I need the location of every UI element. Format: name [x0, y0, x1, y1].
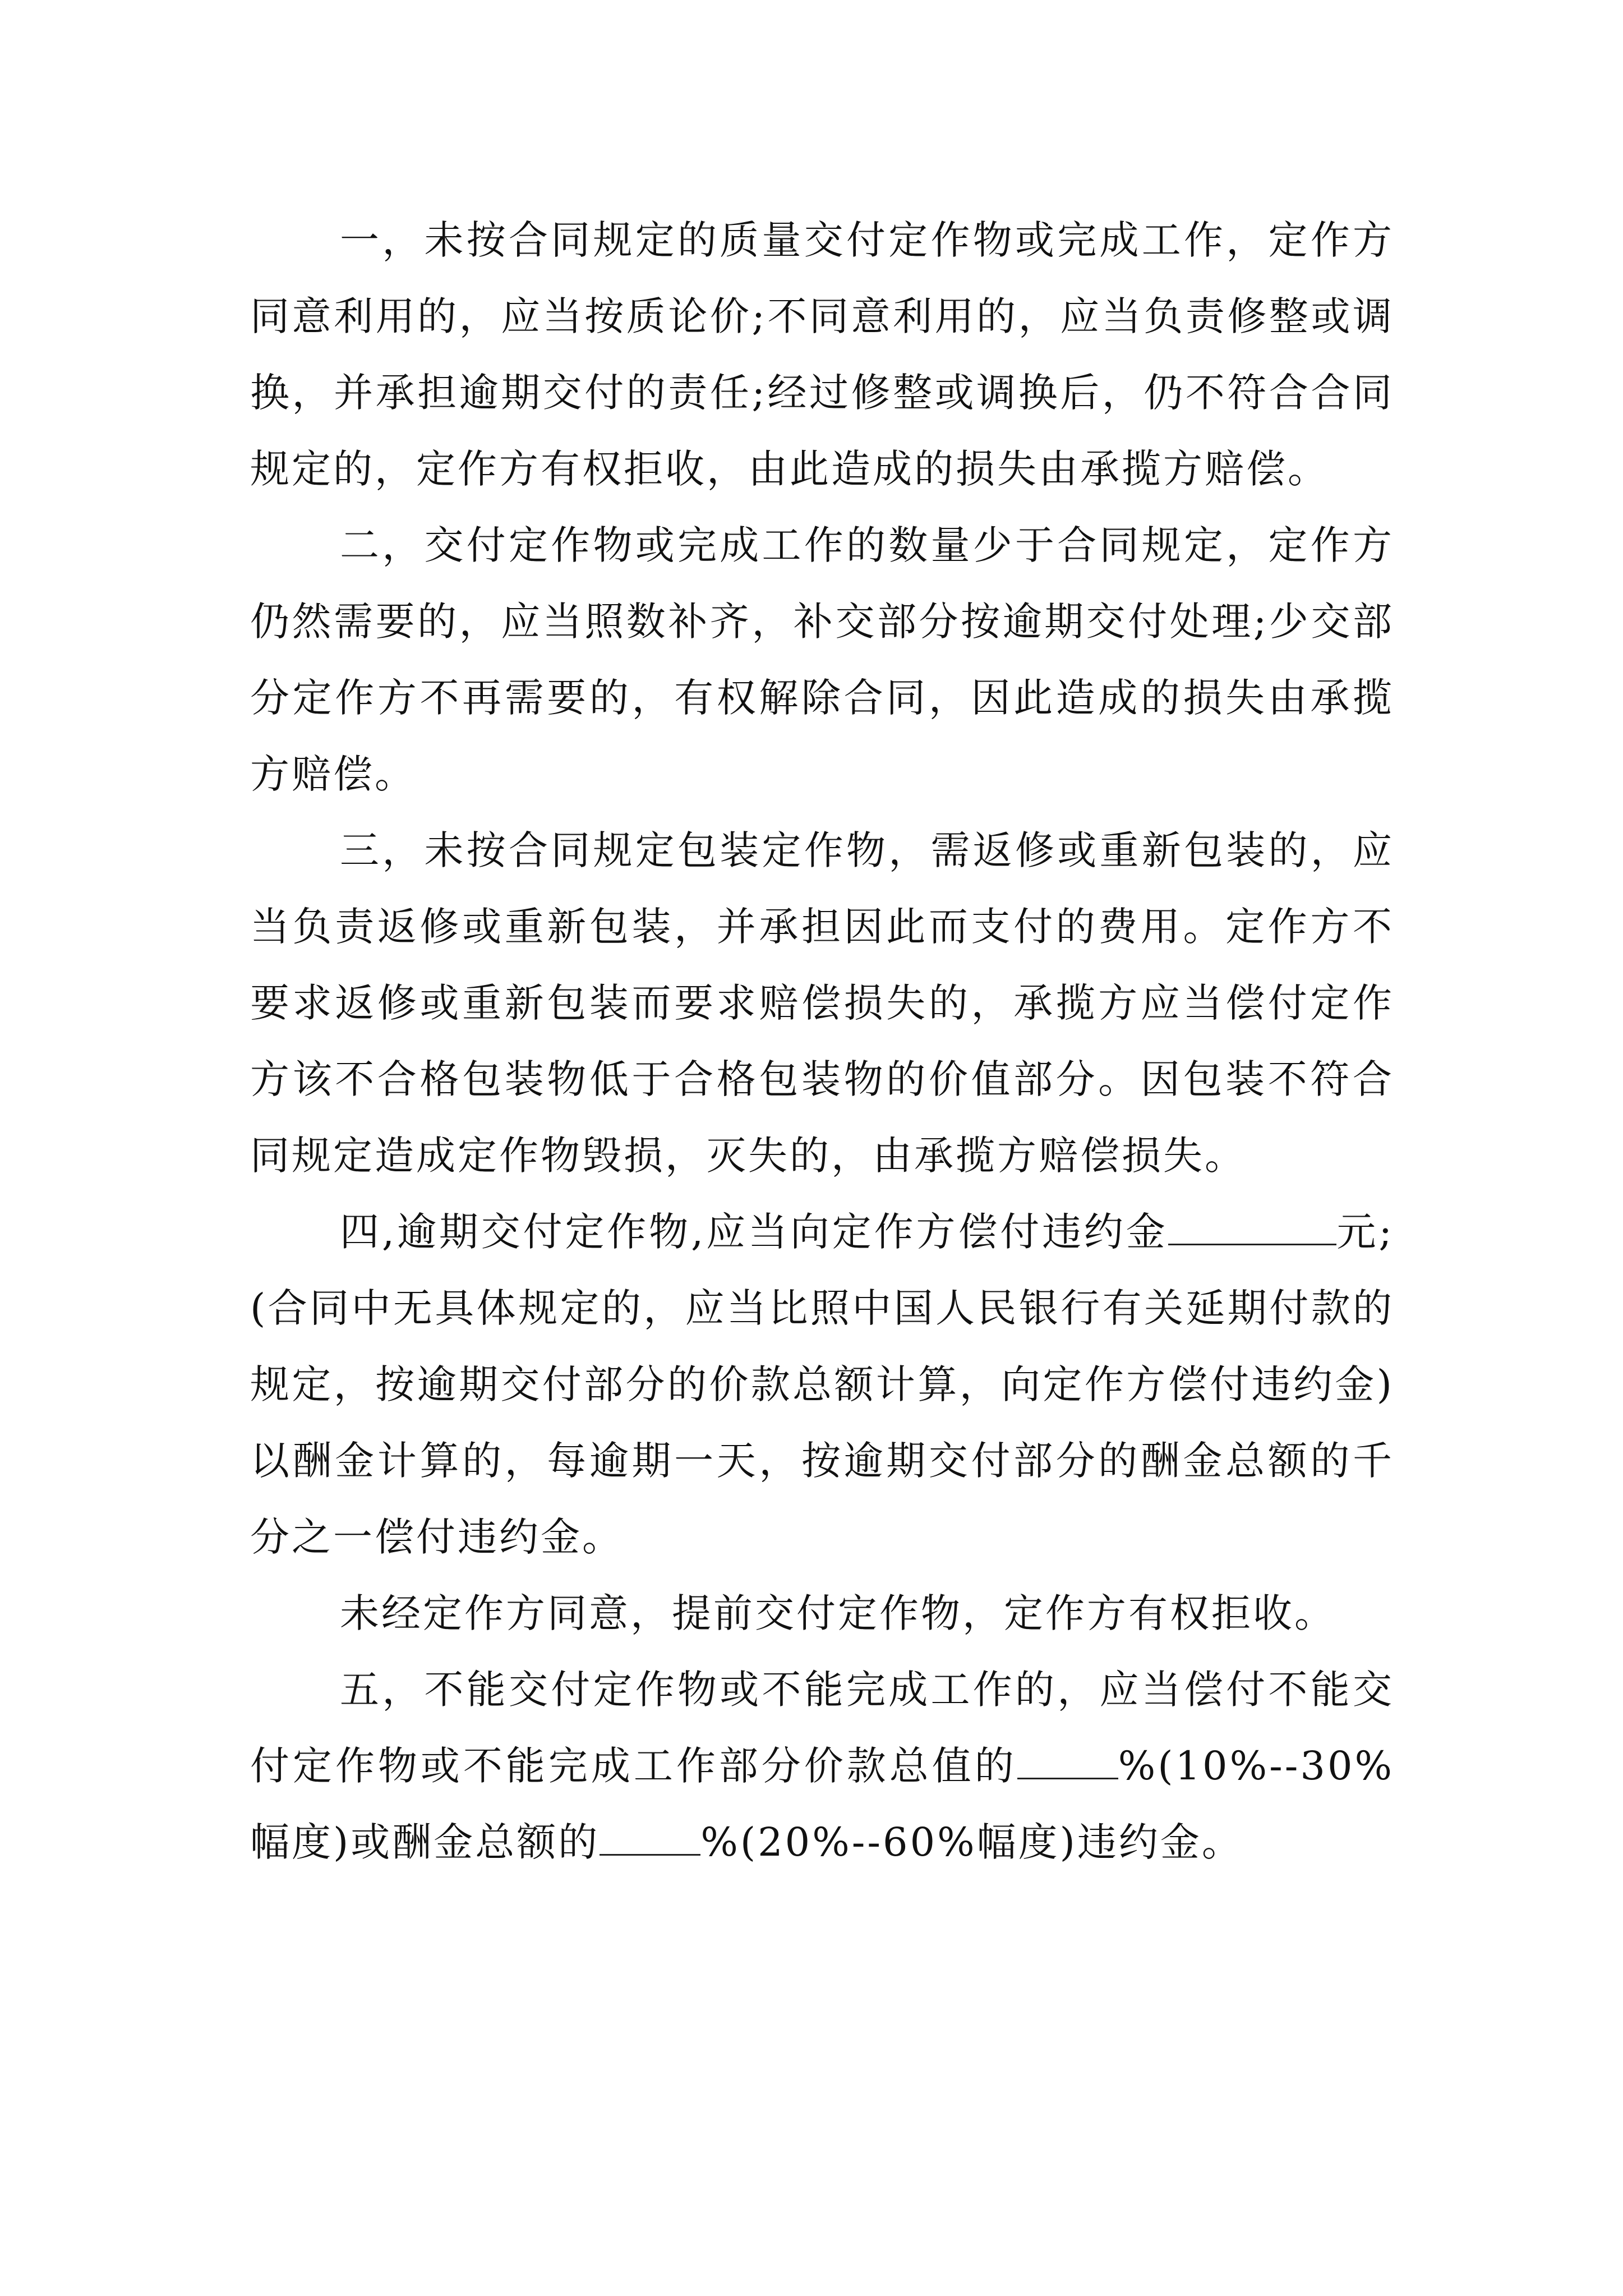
paragraph-5: 未经定作方同意，提前交付定作物，定作方有权拒收。 — [340, 1590, 1336, 1636]
paragraph-4 — [250, 1194, 1394, 1575]
paragraph-6-part-c: %(20%--60%幅度)违约金。 — [700, 1819, 1243, 1865]
paragraph-2: 二，交付定作物或完成工作的数量少于合同规定，定作方仍然需要的，应当照数补齐，补交部分按逾期交付处理;少交部分定作方不再需要的，有权解除合同，因此造成的损失由承揽方赔偿。 — [250, 522, 1394, 797]
document-body — [250, 202, 1394, 1880]
penalty-amount-blank[interactable] — [1168, 1207, 1336, 1245]
remuneration-percentage-blank[interactable] — [600, 1817, 700, 1856]
paragraph-4-part-a: 四,逾期交付定作物,应当向定作方偿付违约金 — [340, 1209, 1168, 1255]
paragraph-3: 三，未按合同规定包装定作物，需返修或重新包装的，应当负责返修或重新包装，并承担因此而支付的费用。定作方不要求返修或重新包装而要求赔偿损失的，承揽方应当偿付定作方该不合格包装物低于合格包装物的价值部分。因包装不符合同规定造成定作物毁损，灭失的，由承揽方赔偿损失。 — [250, 827, 1394, 1179]
paragraph-6-part-a: 五，不能交付定作物或不能完成工作的，应当偿付不能交付定作物或不能完成工作部分价款总值的 — [250, 1667, 1394, 1789]
price-percentage-blank[interactable] — [1017, 1741, 1118, 1779]
paragraph-6 — [250, 1651, 1394, 1880]
paragraph-4-part-b: 元;(合同中无具体规定的，应当比照中国人民银行有关延期付款的规定，按逾期交付部分的价款总额计算，向定作方偿付违约金)以酬金计算的，每逾期一天，按逾期交付部分的酬金总额的千分之一偿付违约金。 — [250, 1209, 1394, 1560]
paragraph-6-part-b: %(10%--30%幅度)或酬金总额的 — [250, 1743, 1394, 1865]
paragraph-1: 一，未按合同规定的质量交付定作物或完成工作，定作方同意利用的，应当按质论价;不同意利用的，应当负责修整或调换，并承担逾期交付的责任;经过修整或调换后，仍不符合合同规定的，定作方有权拒收，由此造成的损失由承揽方赔偿。 — [250, 217, 1394, 492]
